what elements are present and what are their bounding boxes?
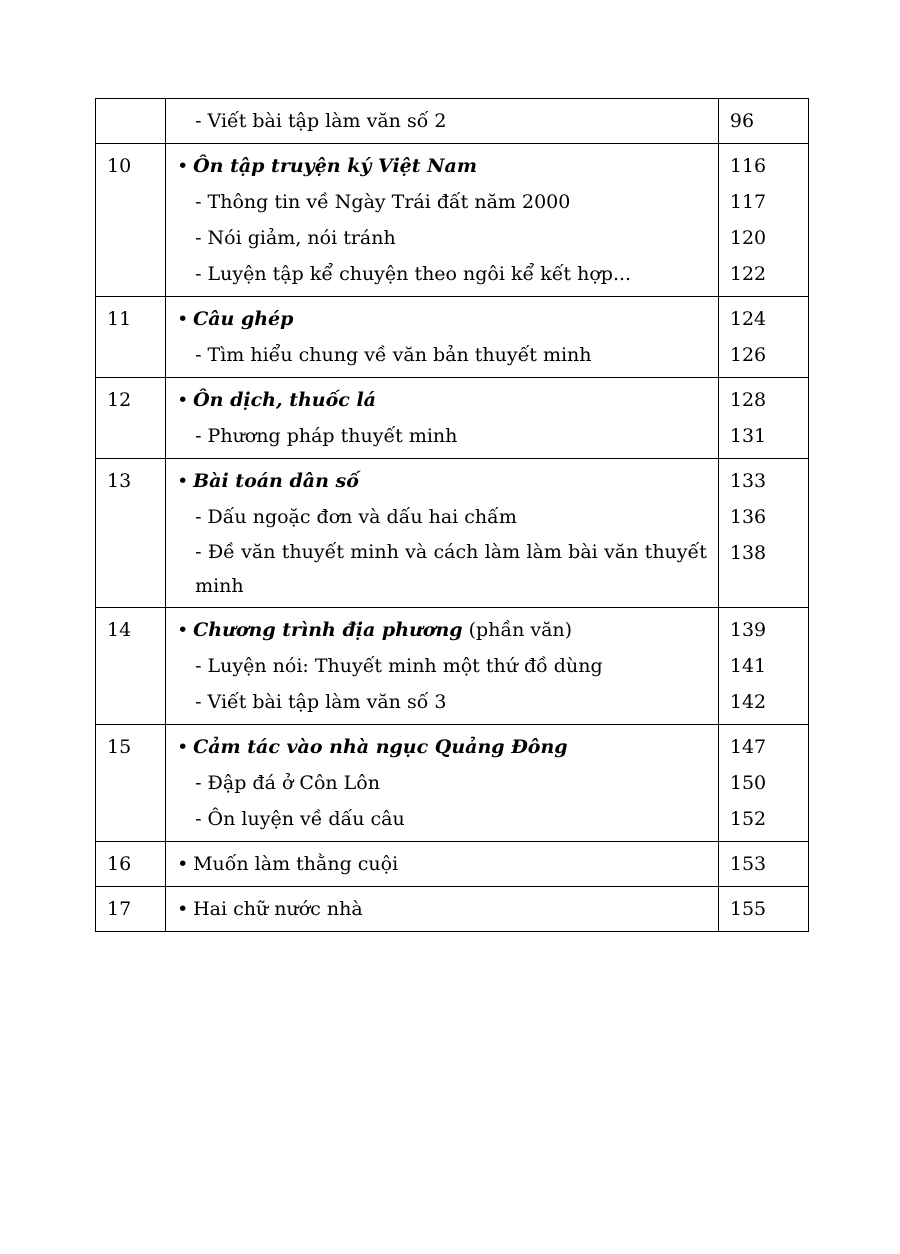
lesson-heading-suffix: (phần văn): [462, 619, 573, 641]
page-number: 147: [729, 736, 767, 758]
title-cell: [166, 99, 719, 144]
page-number: 124: [729, 308, 767, 330]
page-number: 122: [729, 263, 767, 285]
page-number: 152: [729, 808, 767, 830]
page-cell: [718, 459, 808, 608]
lesson-entry: - Luyện tập kể chuyện theo ngôi kể kết hợp...: [195, 263, 632, 285]
title-cell: [166, 459, 719, 608]
page-number: 153: [729, 853, 767, 875]
week-cell: [96, 887, 166, 932]
lesson-entry: - Ôn luyện về dấu câu: [195, 808, 405, 830]
title-cell: [166, 297, 719, 378]
lesson-entry: - Luyện nói: Thuyết minh một thứ đồ dùng: [195, 655, 603, 677]
lesson-entry: - Thông tin về Ngày Trái đất năm 2000: [195, 191, 571, 213]
week-cell: [96, 99, 166, 144]
lesson-entry: - Phương pháp thuyết minh: [195, 425, 458, 447]
lesson-entry: - Viết bài tập làm văn số 3: [195, 691, 447, 713]
lesson-entry: - Đề văn thuyết minh và cách làm làm bài văn thuyết minh: [195, 541, 707, 597]
table-row: [96, 887, 809, 932]
week-number: 16: [107, 853, 132, 875]
title-cell: [166, 887, 719, 932]
title-cell: [166, 608, 719, 725]
week-cell: [96, 144, 166, 297]
lesson-entry: - Tìm hiểu chung về văn bản thuyết minh: [195, 344, 592, 366]
table-of-contents: [95, 98, 809, 932]
week-cell: [96, 459, 166, 608]
bullet-icon: •: [177, 853, 189, 875]
page-number: 150: [729, 772, 767, 794]
lesson-heading: • Câu ghép: [177, 301, 707, 337]
lesson-entry: - Nói giảm, nói tránh: [195, 227, 396, 249]
week-number: 10: [107, 155, 132, 177]
table-row: [96, 297, 809, 378]
page-number: 133: [729, 470, 767, 492]
page-cell: [718, 887, 808, 932]
page-number: 155: [729, 898, 767, 920]
table-row: [96, 608, 809, 725]
page-number: 131: [729, 425, 767, 447]
lesson-entry: - Dấu ngoặc đơn và dấu hai chấm: [195, 506, 517, 528]
table-row: [96, 378, 809, 459]
page-cell: [718, 378, 808, 459]
table-row: [96, 459, 809, 608]
week-number: 11: [107, 308, 132, 330]
page-cell: [718, 725, 808, 842]
bullet-icon: •: [177, 155, 189, 177]
week-cell: [96, 378, 166, 459]
page-cell: [718, 842, 808, 887]
page-cell: [718, 297, 808, 378]
page-cell: [718, 608, 808, 725]
page-cell: [718, 144, 808, 297]
week-number: 12: [107, 389, 132, 411]
page-number: 141: [729, 655, 767, 677]
week-cell: [96, 842, 166, 887]
table-row: [96, 99, 809, 144]
bullet-icon: •: [177, 308, 189, 330]
title-cell: [166, 144, 719, 297]
bullet-icon: •: [177, 619, 189, 641]
week-cell: [96, 725, 166, 842]
page-number: 139: [729, 619, 767, 641]
page-number: 142: [729, 691, 767, 713]
bullet-icon: •: [177, 898, 189, 920]
page-number: 117: [729, 191, 767, 213]
title-cell: [166, 725, 719, 842]
lesson-heading: • Bài toán dân số: [177, 463, 707, 499]
table-row: [96, 144, 809, 297]
lesson-heading: • Cảm tác vào nhà ngục Quảng Đông: [177, 729, 707, 765]
lesson-heading: • Hai chữ nước nhà: [177, 891, 707, 927]
table-row: [96, 842, 809, 887]
bullet-icon: •: [177, 389, 189, 411]
table-row: [96, 725, 809, 842]
lesson-entry: - Đập đá ở Côn Lôn: [195, 772, 380, 794]
page-cell: [718, 99, 808, 144]
week-cell: [96, 297, 166, 378]
week-number: 13: [107, 470, 132, 492]
week-cell: [96, 608, 166, 725]
page-number: 136: [729, 506, 767, 528]
lesson-heading: • Ôn dịch, thuốc lá: [177, 382, 707, 418]
lesson-entry: - Viết bài tập làm văn số 2: [195, 110, 447, 132]
page-number: 96: [729, 110, 755, 132]
week-number: 17: [107, 898, 132, 920]
page-number: 126: [729, 344, 767, 366]
page-number: 138: [729, 542, 767, 564]
week-number: 14: [107, 619, 132, 641]
lesson-heading: • Ôn tập truyện ký Việt Nam: [177, 148, 707, 184]
bullet-icon: •: [177, 736, 189, 758]
title-cell: [166, 378, 719, 459]
page-number: 128: [729, 389, 767, 411]
page-number: 120: [729, 227, 767, 249]
week-number: 15: [107, 736, 132, 758]
page-number: 116: [729, 155, 767, 177]
lesson-heading: • Muốn làm thằng cuội: [177, 846, 707, 882]
bullet-icon: •: [177, 470, 189, 492]
lesson-heading: • Chương trình địa phương (phần văn): [177, 612, 707, 648]
title-cell: [166, 842, 719, 887]
